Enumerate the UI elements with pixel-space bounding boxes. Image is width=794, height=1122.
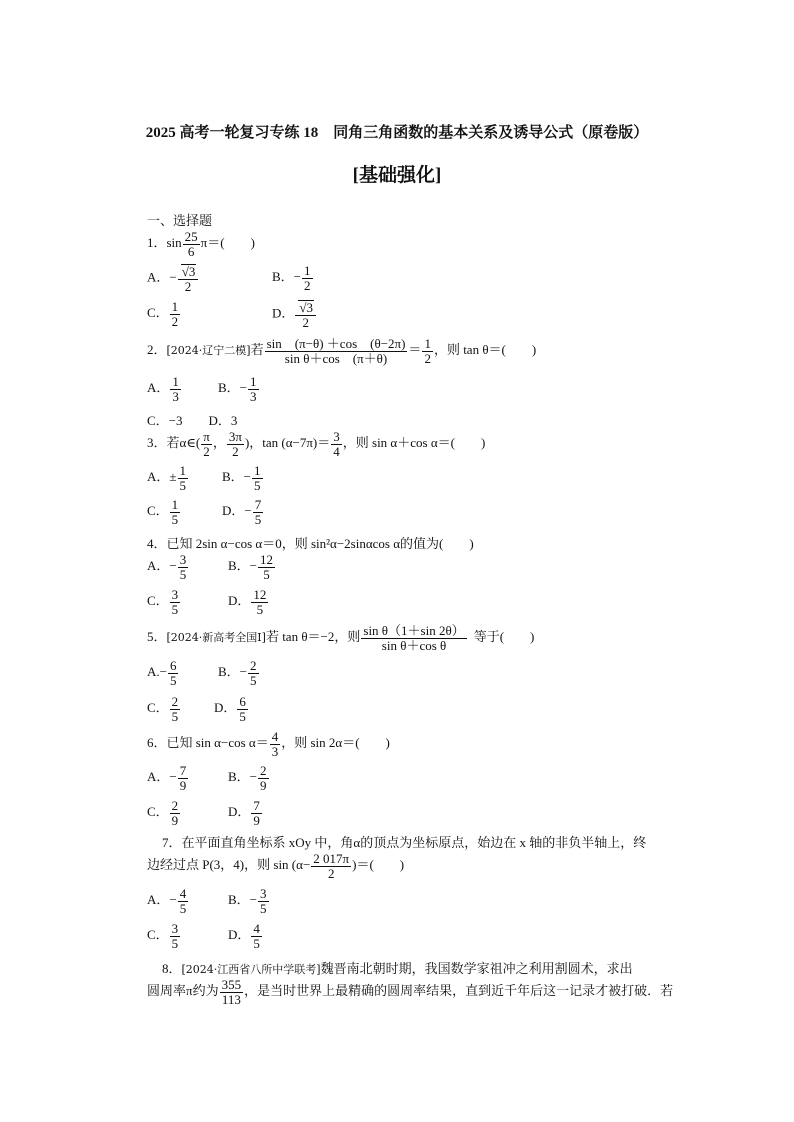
q7-option-c: C． $\frac{3}{5}$	[147, 921, 179, 951]
question-4: 4．已知 2sin α−cos α＝0，则 sin²α−2sinαcos α的值为( )	[147, 536, 474, 551]
q7-option-a: A．− $\frac{4}{5}$	[147, 886, 187, 916]
source-tag: [2024·辽宁二模]	[166, 344, 251, 358]
q5-option-d: D． $\frac{6}{5}$	[214, 694, 246, 724]
q3-option-c: C． $\frac{1}{5}$	[147, 497, 179, 527]
q7-option-b: B．− $\frac{3}{5}$	[228, 886, 267, 916]
q1-option-a: A．− $\frac{√3}{2}$	[147, 264, 199, 293]
question-1: 1．sin $\frac{25}{6}$ π＝( )	[147, 229, 255, 259]
q5-option-c: C． $\frac{2}{5}$	[147, 694, 179, 724]
q2-option-b: B．− $\frac{1}{3}$	[218, 374, 257, 404]
section-subtitle: [基础强化]	[352, 165, 442, 186]
q2-options-cd: C．−3 D．3	[147, 413, 238, 428]
q3-option-a: A．± $\frac{1}{5}$	[147, 463, 187, 493]
q4-option-a: A．− $\frac{3}{5}$	[147, 552, 187, 582]
source-tag: [2024·新高考全国Ⅰ]	[166, 631, 266, 645]
sqrt-symbol: √3	[299, 300, 314, 315]
q3-option-d: D．− $\frac{7}{5}$	[222, 497, 262, 527]
q6-option-d: D． $\frac{7}{9}$	[228, 798, 260, 828]
q5-option-b: B．− $\frac{2}{5}$	[218, 658, 257, 688]
q1-option-d: D． $\frac{√3}{2}$	[272, 300, 317, 329]
fraction: $\frac{\sin (\pi-\theta) +\cos (\theta-2\pi)}{\text{sin θ＋cos (π＋θ)}}$	[266, 336, 406, 366]
q6-option-c: C． $\frac{2}{9}$	[147, 798, 179, 828]
q3-option-b: B．− $\frac{1}{5}$	[222, 463, 261, 493]
question-7-line-2: 边经过点 P(3，4)，则 sin (α− $\frac{2 017\pi}{2}$ )＝( )	[147, 851, 405, 881]
sqrt-symbol: √3	[181, 264, 196, 279]
q2-option-a: A． $\frac{1}{3}$	[147, 374, 179, 404]
fraction: $\frac{25}{6}$	[184, 229, 198, 259]
source-tag: [2024·江西省八所中学联考]	[181, 963, 321, 976]
q1-option-c: C． $\frac{1}{2}$	[147, 299, 179, 329]
question-5: 5．[2024·新高考全国Ⅰ]若 tan θ＝−2，则 $\frac{\text{sin θ（1＋sin 2θ）}}{\text{sin θ＋cos θ}}$ 等于( )	[147, 623, 535, 653]
q4-option-c: C． $\frac{3}{5}$	[147, 587, 179, 617]
fraction: $\frac{\text{sin θ（1＋sin 2θ）}}{\text{sin θ＋cos θ}}$	[363, 623, 465, 653]
question-8-line-1: 8．[2024·江西省八所中学联考]魏晋南北朝时期，我国数学家祖冲之利用割圆术，求出	[162, 961, 633, 976]
question-8-line-2: 圆周率π约为 $\frac{355}{113}$ ，是当时世界上最精确的圆周率结果，直到近千年后这一记录才被打破．若	[147, 977, 674, 1007]
q4-option-b: B．− $\frac{12}{5}$	[228, 552, 274, 582]
q6-option-b: B．− $\frac{2}{9}$	[228, 763, 267, 793]
q4-option-d: D． $\frac{12}{5}$	[228, 587, 267, 617]
question-3: 3．若α∈( $\frac{\pi}{2}$ ， $\frac{3\pi}{2}$ )，tan (α−7π)＝ $\frac{3}{4}$ ，则 sin α＋cos α＝( )	[147, 429, 486, 459]
question-7-line-1: 7．在平面直角坐标系 xOy 中，角α的顶点为坐标原点，始边在 x 轴的非负半轴上，终	[162, 835, 647, 850]
q1-option-b: B．− $\frac{1}{2}$	[272, 263, 311, 293]
document-title: 2025 高考一轮复习专练 18 同角三角函数的基本关系及诱导公式（原卷版）	[145, 125, 649, 141]
section-heading: 一、选择题	[147, 213, 213, 228]
question-2: 2．[2024·辽宁二模]若 $\frac{\sin (\pi-\theta) +\cos (\theta-2\pi)}{\text{sin θ＋cos (π＋θ)}}$ ＝ $\frac{1}{2}$ ，则 tan θ＝( )	[147, 336, 537, 366]
q7-option-d: D． $\frac{4}{5}$	[228, 921, 260, 951]
question-6: 6．已知 sin α−cos α＝ $\frac{4}{3}$ ，则 sin 2α＝( )	[147, 729, 390, 759]
q6-option-a: A．− $\frac{7}{9}$	[147, 763, 187, 793]
q5-option-a: A.− $\frac{6}{5}$	[147, 658, 177, 688]
